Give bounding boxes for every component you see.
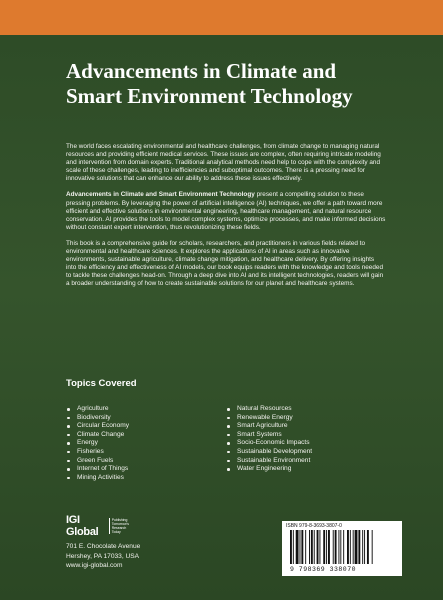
topic-item: Fisheries — [67, 448, 129, 457]
topic-item: Energy — [67, 439, 129, 448]
topic-item: Green Fuels — [67, 457, 129, 466]
address-line-2: Hershey, PA 17033, USA — [66, 552, 140, 560]
topic-item: Internet of Things — [67, 465, 129, 474]
topics-list-left — [67, 405, 129, 482]
publisher-logo — [66, 516, 136, 536]
publisher-logo-tagline: Publishing Tomorrow's Research Today — [109, 518, 136, 534]
topic-item: Circular Economy — [67, 422, 129, 431]
topic-item: Natural Resources — [227, 405, 312, 414]
topics-heading: Topics Covered — [66, 378, 137, 389]
topic-item: Sustainable Environment — [227, 457, 312, 466]
barcode-digits: 9 798369 338070 — [290, 566, 357, 573]
description-paragraph-3: This book is a comprehensive guide for scholars, researchers, and practitioners in various fields related to environmental and healthcare sciences. It explores the applications of AI in areas such as innovative environments, sustainable agriculture, climate change mitigation, and healthcare delivery. By offering insights into the efficiency and effectiveness of AI models, our book equips readers with the knowledge and tools needed to tackle these challenges head-on. Through a deep dive into AI and its intelligent technologies, readers will gain a broader understanding of how to create sustainable solutions for our planet and healthcare systems. — [66, 239, 384, 288]
description-title-bold: Advancements in Climate and Smart Environment Technology — [66, 191, 255, 199]
topic-item: Agriculture — [67, 405, 129, 414]
description-paragraph-2-text: present a compelling solution to these pressing problems. By leveraging the power of artificial intelligence (AI) techniques, we offer a path toward more efficient and effective solutions in environmental engineering, healthcare management, and natural resource conservation. AI provides the tools to model complex systems, optimize processes, and make informed decisions without constant expert intervention, thus revolutionizing these fields. — [66, 191, 386, 231]
barcode-icon — [290, 530, 394, 566]
publisher-logo-text: IGI Global — [66, 514, 99, 538]
topic-item: Climate Change — [67, 431, 129, 440]
isbn-label: ISBN 979-8-3693-3807-0 — [286, 523, 342, 529]
barcode-box — [282, 521, 402, 576]
topic-item: Smart Systems — [227, 431, 312, 440]
description-paragraph-1: The world faces escalating environmental and healthcare challenges, from climate change to managing natural resources and providing efficient medical services. These issues are complex, often requiring intricate modeling and intervention from domain experts. Traditional analytical methods need help to cope with the complexity and scale of these challenges, leading to inefficiencies and suboptimal outcomes. There is a pressing need for innovative solutions that can enhance our ability to address these issues effectively. — [66, 143, 381, 183]
publisher-website: www.igi-global.com — [66, 562, 123, 570]
topic-item: Renewable Energy — [227, 414, 312, 423]
topic-item: Biodiversity — [67, 414, 129, 423]
address-line-1: 701 E. Chocolate Avenue — [66, 543, 141, 550]
topic-item: Sustainable Development — [227, 448, 312, 457]
topics-list-right — [227, 405, 312, 474]
topic-item: Smart Agriculture — [227, 422, 312, 431]
topic-item: Socio-Economic Impacts — [227, 439, 312, 448]
book-title: Advancements in Climate and Smart Environment Technology — [66, 59, 353, 108]
topic-item: Mining Activities — [67, 474, 129, 483]
book-description — [66, 143, 386, 297]
publisher-address — [66, 542, 140, 571]
orange-top-band — [0, 0, 443, 35]
description-paragraph-2 — [66, 191, 386, 231]
topic-item: Water Engineering — [227, 465, 312, 474]
